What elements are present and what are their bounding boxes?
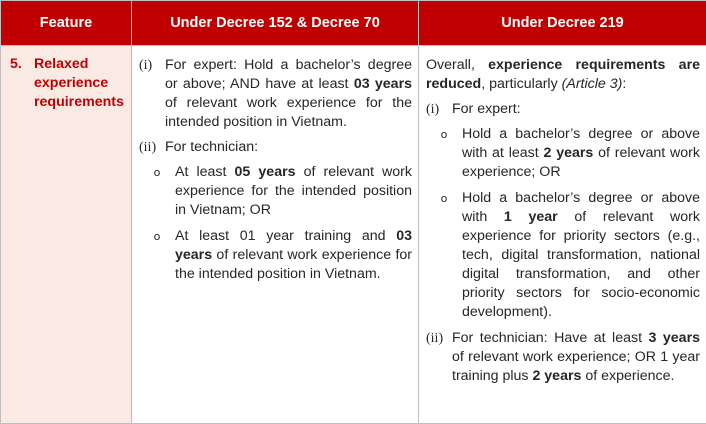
old-rules-cell <box>132 46 419 424</box>
old-expert-text <box>165 56 412 132</box>
header-decree-152-70: Under Decree 152 & Decree 70 <box>132 1 419 46</box>
new-expert-label: For expert: <box>452 100 700 119</box>
new-expert-list <box>426 125 700 322</box>
bullet-icon: o <box>139 227 175 284</box>
bullet-icon: o <box>139 163 175 220</box>
text-segment: of relevant work experience for the intended position in Vietnam. <box>165 95 412 130</box>
text-segment: Hold a bachelor’s degree or above with <box>462 190 700 225</box>
text-segment: of relevant work experience for the intended position in Vietnam. <box>175 247 412 282</box>
new-technician-text <box>452 329 700 386</box>
header-decree-219: Under Decree 219 <box>419 1 706 46</box>
text-segment: , particularly <box>481 76 561 92</box>
old-expert-item <box>139 56 412 132</box>
new-rules-cell <box>419 46 706 424</box>
text-segment: Hold a bachelor’s degree or above with at least <box>462 126 700 161</box>
old-technician-item <box>139 138 412 157</box>
text-segment: of relevant work experience for priority sectors (e.g., tech, digital transformation, national digital transformation, and other priority sectors for socio-economic development). <box>462 209 700 320</box>
text-segment: of relevant work experience for the intended position in Vietnam; OR <box>175 164 412 218</box>
bullet-icon: o <box>426 189 462 322</box>
feature-number: 5. <box>10 55 34 112</box>
new-technician-item <box>426 329 700 386</box>
emphasis-text: 05 years <box>235 164 296 180</box>
article-reference: (Article 3) <box>562 76 623 92</box>
list-item-text <box>175 163 412 220</box>
text-segment: Overall, <box>426 57 488 73</box>
text-segment: of relevant work experience; OR <box>462 145 700 180</box>
roman-marker: (ii) <box>426 329 452 386</box>
text-segment: At least <box>175 164 235 180</box>
new-intro-text <box>426 56 700 94</box>
list-item-text <box>462 125 700 182</box>
text-segment: For expert: Hold a bachelor’s degree or above; AND have at least <box>165 57 412 92</box>
emphasis-text: 1 year <box>504 209 558 225</box>
list-item-text <box>462 189 700 322</box>
header-feature: Feature <box>1 1 132 46</box>
emphasis-text: 03 years <box>175 228 412 263</box>
old-technician-list <box>139 163 412 284</box>
text-segment: of relevant work experience; OR 1 year training plus <box>452 349 700 384</box>
new-expert-item <box>426 100 700 119</box>
list-item <box>139 227 412 284</box>
emphasis-text: 2 years <box>543 145 593 161</box>
header-row <box>1 1 706 46</box>
list-item-text <box>175 227 412 284</box>
list-item <box>426 189 700 322</box>
emphasis-text: 3 years <box>649 330 700 346</box>
text-segment: of experience. <box>581 368 674 384</box>
bullet-icon: o <box>426 125 462 182</box>
text-segment: At least 01 year training and <box>175 228 396 244</box>
text-segment: : <box>622 76 626 92</box>
roman-marker: (i) <box>139 56 165 132</box>
text-segment: For technician: Have at least <box>452 330 649 346</box>
feature-cell <box>1 46 132 424</box>
list-item <box>139 163 412 220</box>
emphasis-text: 03 years <box>354 76 412 92</box>
old-technician-label: For technician: <box>165 138 412 157</box>
list-item <box>426 125 700 182</box>
roman-marker: (ii) <box>139 138 165 157</box>
emphasis-text: experience requirements are reduced <box>426 57 700 92</box>
feature-label: Relaxed experience requirements <box>34 55 124 112</box>
emphasis-text: 2 years <box>532 368 581 384</box>
table-row <box>1 46 706 424</box>
roman-marker: (i) <box>426 100 452 119</box>
